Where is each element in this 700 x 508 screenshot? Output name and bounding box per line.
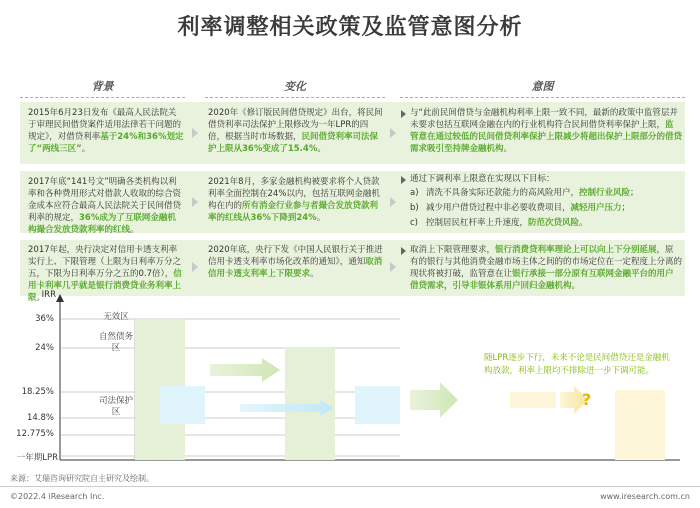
- copyright: ©2022.4 iResearch Inc.: [10, 492, 105, 501]
- row-3-intent-text: 取消上下限管理要求，银行消费贷利率理论上可以向上下分别延展，原有的银行与其他消费金融市场主体之间的的市场定位在一定程度上分离的现状将被打破，监管意在让银行承接一部分原有互联网金融平台的用户借贷需求，引导非银体系用户回归金融机构。: [410, 245, 683, 291]
- arrow-right-icon: [410, 382, 458, 418]
- y-tick-14: 14.8%: [26, 413, 54, 423]
- row-2-change-text: 2021年8月，多家金融机构被要求将个人贷款利率全面控制在24%以内，包括互联网金融机构在内的所有消金行业参与者撮合发放贷款利率的红线从36%下降到24%。: [208, 177, 380, 223]
- arrow-right-icon: [390, 197, 396, 207]
- bar-future: [615, 390, 665, 460]
- header-divider: [400, 97, 685, 98]
- footer-divider: [0, 486, 700, 487]
- row-2-background-text: 2017年底“141号文”明确各类机构以利率和各种费用形式对借款人收取的综合资金成本应符合最高人民法院关于民间借贷利率的规定，36%成为了互联网金融机构撮合发放贷款利率的红线。: [28, 177, 182, 235]
- y-tick-24: 24%: [35, 343, 54, 353]
- row-2-intent-text: 通过下调利率上限意在实现以下目标： a) 清洗不具备实际还款能力的高风险用户，控制行业风险； b) 减少用户借贷过程中非必要收费项目，减轻用户压力； c) 控制居民杠杆率上升速度，防范次贷风险。: [410, 174, 639, 228]
- bullet-icon: [401, 110, 406, 118]
- arrow-right-icon: [192, 262, 198, 272]
- zone-label-natural-debt: 自然债务区: [98, 332, 133, 353]
- column-header-change: 变化: [284, 80, 306, 93]
- page-title: 利率调整相关政策及监管意图分析: [177, 15, 523, 40]
- y-tick-18: 18.25%: [21, 387, 54, 397]
- arrow-tail: [510, 392, 556, 408]
- arrow-right-icon: [192, 197, 198, 207]
- row-1-intent-text: 与“此前民间借贷与金融机构利率上限一致不同，最新的政策中监管层并未要求包括互联网金融在内的行业机构符合民间借贷利率保护上限，监管意在通过较低的民间借贷利率保护上限减少将超出保护上限部分的借贷需求吸引至持牌金融机构。: [410, 108, 683, 154]
- arrow-right-icon: [210, 358, 280, 382]
- source-note: 来源：艾瑞咨询研究院自主研究及绘制。: [10, 474, 154, 483]
- y-axis-title: IRR: [41, 290, 56, 300]
- bullet-icon: [401, 176, 406, 184]
- website-link[interactable]: www.iresearch.com.cn: [600, 492, 690, 501]
- row-1-background-text: 2015年6月23日发布《最高人民法院关于审理民间借贷案件适用法律若干问题的规定》，对借贷利率基于24%和36%划定了“两线三区”。: [28, 108, 184, 154]
- bullet-icon: [401, 247, 406, 255]
- y-axis-arrow-icon: [56, 294, 64, 302]
- column-header-background: 背景: [91, 80, 114, 93]
- row-3-background-text: 2017年起，央行决定对信用卡透支利率实行上、下限管理（上限为日利率万分之五，下限为日利率万分之五的0.7倍），信用卡利率几乎就是银行消费贷业务利率上限。: [28, 245, 182, 303]
- bar-2020-judicial: [160, 386, 205, 424]
- header-divider: [205, 97, 385, 98]
- arrow-right-icon: [192, 128, 198, 138]
- y-tick-lpr: 一年期LPR: [16, 453, 58, 463]
- arrow-right-icon: [390, 128, 396, 138]
- header-divider: [20, 97, 185, 98]
- bar-2021-judicial: [355, 386, 400, 424]
- row-1-change-text: 2020年《修订版民间借贷规定》出台，将民间借贷利率司法保护上限修改为一年LPR的四倍，根据当时市场数据，民间借贷利率司法保护上限从36%变成了15.4%。: [208, 108, 383, 154]
- question-mark-icon: ?: [582, 390, 592, 409]
- y-tick-12: 12.775%: [16, 429, 54, 439]
- column-header-intent: 意图: [531, 80, 554, 93]
- zone-label-judicial: 司法保护区: [98, 396, 133, 417]
- zone-label-invalid: 无效区: [103, 312, 129, 322]
- row-3-change-text: 2020年底，央行下发《中国人民银行关于推进信用卡透支利率市场化改革的通知》，通知取消信用卡透支利率上下限要求。: [208, 245, 383, 279]
- y-tick-36: 36%: [35, 314, 54, 324]
- future-note: 随LPR逐步下行，未来不论是民间借贷还是金融机构放款，利率上限均不排除进一步下调可能。: [484, 353, 670, 376]
- arrow-right-icon: [390, 262, 396, 272]
